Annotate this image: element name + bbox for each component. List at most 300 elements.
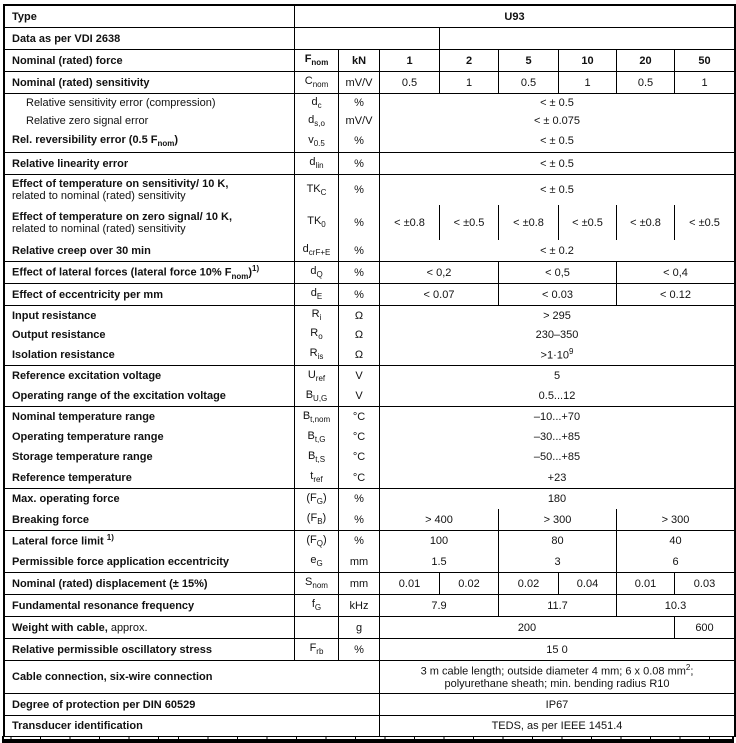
text-segment: °C (352, 471, 366, 484)
text-segment: R (310, 327, 319, 340)
spec-row (5, 50, 734, 71)
value-cell (379, 617, 674, 638)
spec-row (5, 28, 734, 49)
value-cell (498, 531, 616, 551)
text-segment: 1 (465, 76, 473, 89)
value-cell (439, 72, 498, 93)
row-group (5, 27, 734, 49)
text-segment: B (317, 517, 323, 527)
text-segment: Q (316, 539, 323, 549)
row-label-cell (5, 28, 294, 49)
text-segment: Nominal (rated) force (12, 54, 123, 67)
symbol-cell (294, 595, 338, 616)
text-segment: Input resistance (12, 309, 97, 322)
spec-row (5, 112, 734, 130)
unit-cell (338, 306, 379, 325)
cell-text (308, 369, 325, 383)
text-segment: Storage temperature range (12, 451, 153, 463)
cell-text (306, 492, 326, 506)
value-cell (439, 205, 498, 240)
symbol-cell (294, 366, 338, 386)
text-segment: Effect of lateral forces (lateral force 10% F (12, 266, 232, 279)
symbol-cell (294, 344, 338, 365)
symbol-cell (294, 175, 338, 205)
cell-text (354, 514, 364, 526)
text-segment: Reference excitation voltage (12, 370, 162, 382)
text-segment: < ±0.8 (630, 216, 661, 229)
cell-text (672, 556, 678, 568)
text-segment: G (316, 497, 323, 507)
unit-cell (338, 467, 379, 488)
cell-text (544, 514, 572, 526)
unit-cell (338, 407, 379, 427)
text-segment: Relative creep over 30 min (12, 244, 151, 257)
spec-row (5, 509, 734, 530)
cell-text (305, 576, 328, 590)
symbol-cell (294, 72, 338, 93)
text-segment: d (302, 243, 309, 256)
text-segment: < 0.03 (542, 288, 573, 301)
row-group (5, 365, 734, 406)
row-label-cell (5, 6, 294, 27)
cell-text (12, 699, 195, 711)
cell-text (354, 217, 364, 229)
value-cell (498, 509, 616, 530)
text-segment: 0 (321, 220, 326, 230)
symbol-cell (294, 205, 338, 240)
text-segment: related to nominal (rated) sensitivity (12, 190, 186, 202)
row-group (5, 572, 734, 594)
text-segment: crF+E (308, 248, 331, 258)
row-group (5, 594, 734, 616)
text-segment: S (305, 576, 313, 589)
value-cell (498, 50, 558, 71)
symbol-cell (294, 325, 338, 344)
cell-text (539, 390, 576, 402)
cell-text (466, 55, 472, 67)
cell-text (545, 267, 570, 279)
cell-text (660, 289, 691, 301)
text-segment: 0.5 (401, 76, 418, 89)
unit-cell (338, 489, 379, 509)
spec-row (5, 6, 734, 27)
cell-text (458, 578, 479, 590)
spec-row (5, 262, 734, 283)
text-segment: 80 (551, 535, 564, 547)
text-segment: Q (316, 270, 323, 280)
cell-text (430, 535, 448, 547)
row-label-cell (5, 386, 294, 406)
spec-row (5, 306, 734, 325)
cell-text (309, 156, 323, 170)
value-cell (558, 50, 616, 71)
text-segment: V (355, 390, 363, 402)
text-segment: kN (351, 54, 367, 67)
cell-text (12, 77, 150, 89)
text-segment: G (314, 603, 322, 613)
cell-text (355, 370, 362, 382)
cell-text (12, 134, 178, 148)
text-segment: 5 (553, 370, 561, 382)
unit-cell (338, 344, 379, 365)
text-segment: G (316, 559, 323, 569)
cell-text (310, 327, 322, 341)
cell-text (356, 622, 362, 634)
text-segment: % (354, 493, 364, 505)
row-label-cell (5, 427, 294, 447)
value-cell (379, 94, 734, 112)
text-segment: lin (315, 161, 324, 171)
cell-text (303, 243, 331, 257)
unit-cell (338, 284, 379, 305)
spec-table (3, 4, 736, 737)
unit-cell (338, 72, 379, 93)
cell-text (12, 578, 208, 590)
text-segment: % (354, 288, 364, 301)
cell-text (350, 556, 368, 568)
symbol-cell (294, 153, 338, 174)
text-segment: IP67 (545, 698, 569, 711)
cell-text (354, 158, 364, 170)
value-cell (498, 262, 616, 283)
value-cell (379, 489, 734, 509)
value-cell (379, 153, 734, 174)
cell-text (548, 472, 567, 484)
value-cell (379, 325, 734, 344)
cell-text (534, 451, 580, 463)
cell-text (12, 370, 161, 382)
text-segment: 6 (672, 555, 679, 568)
value-cell (558, 573, 616, 594)
text-segment: Ω (354, 309, 364, 322)
value-cell (616, 205, 674, 240)
cell-text (540, 158, 574, 170)
row-label-cell (5, 447, 294, 467)
row-label-cell (5, 366, 294, 386)
cell-text (518, 578, 539, 590)
text-segment: nom (157, 139, 175, 149)
text-segment: t,G (314, 435, 326, 445)
unit-cell (338, 617, 379, 638)
cell-text (540, 245, 574, 257)
cell-text (12, 245, 151, 257)
text-segment: 40 (669, 535, 682, 547)
text-segment: < 0.07 (423, 288, 455, 301)
cell-text (639, 55, 651, 67)
spec-row (5, 467, 734, 488)
cell-text (534, 411, 580, 423)
row-group (5, 660, 734, 693)
value-cell (379, 112, 734, 130)
row-group (5, 693, 734, 715)
cell-text (12, 556, 229, 568)
unit-cell (338, 130, 379, 152)
text-segment: 1) (106, 533, 114, 543)
row-group (5, 93, 734, 152)
text-segment: Relative zero signal error (26, 115, 149, 127)
unit-cell (338, 325, 379, 344)
text-segment: U,G (313, 394, 328, 404)
cell-text (12, 211, 232, 235)
cell-text (694, 578, 715, 590)
text-segment: U (307, 368, 316, 381)
value-cell (379, 639, 734, 660)
value-cell (616, 509, 734, 530)
row-label-cell (5, 284, 294, 305)
cell-text (355, 310, 363, 322)
cell-text (424, 289, 455, 301)
cell-text (554, 370, 560, 382)
cell-text (354, 644, 364, 656)
row-label-cell (5, 50, 294, 71)
spec-row (5, 386, 734, 406)
text-segment: (F (306, 512, 318, 525)
value-cell (379, 509, 498, 530)
cell-text (312, 598, 321, 612)
value-cell (379, 175, 734, 205)
value-cell (439, 50, 498, 71)
unit-cell (338, 94, 379, 112)
value-cell (294, 6, 734, 27)
text-segment: e (310, 554, 317, 567)
text-segment: R (311, 308, 320, 321)
text-segment: 5 (525, 54, 532, 67)
value-cell (379, 716, 734, 736)
cell-text (662, 514, 690, 526)
unit-cell (338, 240, 379, 261)
value-cell (379, 386, 734, 406)
text-segment: % (354, 535, 364, 547)
text-segment: ) (174, 133, 179, 146)
text-segment: V (355, 370, 363, 382)
text-segment: < 0,5 (545, 266, 570, 279)
text-segment: 200 (517, 621, 537, 634)
text-segment: 0.01 (398, 577, 421, 590)
unit-cell (338, 112, 379, 130)
value-cell (379, 531, 498, 551)
spec-row (5, 427, 734, 447)
value-cell (379, 205, 439, 240)
symbol-cell (294, 50, 338, 71)
cell-text (354, 493, 364, 505)
unit-cell (338, 366, 379, 386)
symbol-cell (294, 262, 338, 283)
text-segment: Operating range of the excitation voltage (12, 390, 226, 402)
value-cell (674, 72, 734, 93)
text-segment: 600 (695, 621, 714, 634)
row-label-cell (5, 407, 294, 427)
row-label-cell (5, 551, 294, 572)
value-cell (616, 531, 734, 551)
text-segment: 1) (252, 263, 260, 273)
text-segment: 9 (569, 346, 574, 356)
cell-text (554, 556, 560, 568)
cell-text (310, 265, 322, 279)
row-group (5, 71, 734, 93)
value-cell (498, 551, 616, 572)
spec-row (5, 407, 734, 427)
text-segment: Reference temperature (12, 471, 132, 484)
spec-row (5, 130, 734, 152)
symbol-cell (294, 94, 338, 112)
symbol-cell (294, 112, 338, 130)
cell-text (454, 217, 485, 229)
text-segment: % (354, 216, 364, 229)
value-cell (498, 205, 558, 240)
cell-text (402, 77, 417, 89)
spec-row (5, 447, 734, 467)
spec-row (5, 595, 734, 616)
text-segment: % (354, 244, 364, 257)
cell-text (534, 115, 580, 127)
row-label-cell (5, 153, 294, 174)
text-segment: Fundamental resonance frequency (12, 599, 195, 612)
cell-text (350, 578, 368, 590)
cell-text (354, 245, 364, 257)
row-label-cell (5, 72, 294, 93)
text-segment: ; (690, 665, 694, 678)
symbol-cell (294, 306, 338, 325)
cell-text (431, 600, 446, 612)
cell-text (307, 430, 325, 444)
cell-text (307, 215, 326, 229)
unit-cell (338, 531, 379, 551)
text-segment: approx. (107, 621, 148, 634)
cell-text (12, 720, 143, 732)
text-segment: < ± 0.5 (540, 135, 574, 147)
row-label-cell (5, 306, 294, 325)
text-segment: < 0,4 (663, 266, 688, 279)
symbol-cell (294, 467, 338, 488)
spec-row (5, 531, 734, 551)
value-cell (379, 467, 734, 488)
spec-row (5, 366, 734, 386)
unit-cell (338, 50, 379, 71)
text-segment: Lateral force limit (12, 535, 107, 548)
cell-text (350, 600, 369, 612)
text-segment: 50 (698, 54, 711, 67)
text-segment: R (309, 347, 318, 360)
unit-cell (338, 153, 379, 174)
row-group (5, 174, 734, 261)
cell-text (12, 644, 212, 656)
value-cell (379, 262, 498, 283)
text-segment: 0.5 (520, 76, 537, 89)
value-cell (616, 284, 734, 305)
cell-text (12, 622, 148, 634)
cell-text (355, 329, 363, 341)
text-segment: d (311, 95, 318, 108)
unit-cell (338, 639, 379, 660)
cell-text (638, 77, 653, 89)
text-segment: 7.9 (431, 599, 447, 612)
value-cell (379, 661, 734, 693)
text-segment: < ± 0.5 (540, 157, 574, 170)
symbol-cell (294, 427, 338, 447)
value-cell (379, 306, 734, 325)
cell-text (12, 411, 155, 423)
cell-text (541, 348, 574, 362)
row-label-cell (5, 112, 294, 130)
cell-text (546, 644, 567, 656)
text-segment: 2 (465, 54, 473, 67)
cell-text (12, 472, 132, 484)
text-segment: i (319, 313, 322, 323)
cell-text (577, 578, 598, 590)
text-segment: > 400 (425, 513, 453, 526)
unit-cell (338, 551, 379, 572)
cell-text (311, 287, 322, 301)
cell-text (308, 450, 325, 464)
text-segment: °C (352, 411, 366, 423)
row-label-cell (5, 175, 294, 205)
unit-cell (338, 595, 379, 616)
text-segment: > 300 (661, 513, 690, 526)
text-segment: < 0,2 (426, 266, 452, 279)
cell-text (303, 410, 330, 424)
text-segment: v (308, 133, 314, 146)
cell-text (346, 77, 373, 89)
cell-text (669, 535, 681, 547)
text-segment: > 300 (543, 513, 572, 526)
text-segment: TK (307, 215, 322, 228)
spec-row (5, 94, 734, 112)
cell-text (12, 431, 164, 443)
row-label-cell (5, 344, 294, 365)
text-segment: kHz (349, 599, 369, 612)
cell-text (308, 114, 325, 128)
cell-text (12, 671, 212, 683)
symbol-cell (294, 284, 338, 305)
spec-row (5, 175, 734, 205)
cell-text (310, 470, 322, 484)
value-cell (439, 28, 734, 49)
row-label-cell (5, 531, 294, 551)
unit-cell (338, 447, 379, 467)
cell-text (584, 77, 590, 89)
symbol-cell (294, 447, 338, 467)
row-label-cell (5, 467, 294, 488)
text-segment: ) (322, 512, 327, 525)
row-label-cell (5, 205, 294, 240)
text-segment: o (318, 332, 323, 342)
cell-text (406, 55, 412, 67)
cell-text (12, 514, 89, 526)
text-segment: 11.7 (547, 599, 568, 612)
value-cell (498, 595, 616, 616)
text-segment: Degree of protection per DIN 60529 (12, 698, 196, 711)
text-segment: 0.03 (693, 577, 716, 590)
text-segment: B (305, 388, 314, 401)
cell-text (353, 411, 365, 423)
cell-text (352, 55, 366, 67)
text-segment: % (354, 184, 364, 196)
row-label-cell (5, 573, 294, 594)
text-segment: nom (231, 271, 249, 281)
row-group (5, 406, 734, 488)
text-segment: 1 (701, 76, 708, 89)
cell-text (346, 115, 373, 127)
symbol-cell (294, 551, 338, 572)
text-segment: mV/V (345, 76, 373, 89)
value-cell (674, 50, 734, 71)
cell-text (312, 308, 322, 322)
cell-text (394, 217, 425, 229)
text-segment: 3 m cable length; outside diameter 4 mm; 6 x 0.08 mm (420, 665, 686, 678)
text-segment: mm (349, 577, 369, 590)
text-segment: Max. operating force (12, 493, 120, 505)
value-cell (379, 573, 439, 594)
